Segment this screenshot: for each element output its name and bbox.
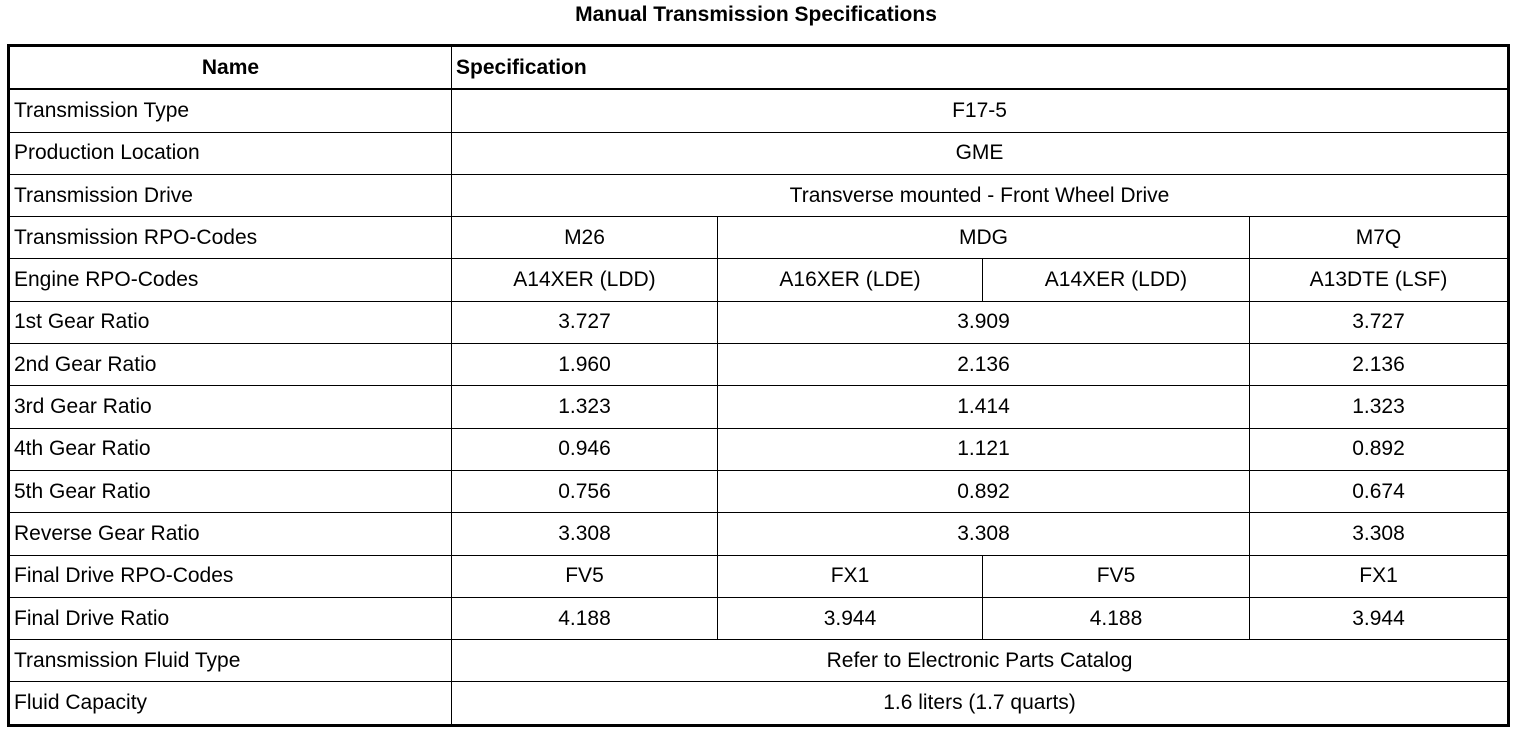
cell-value: 1.323 <box>452 386 718 428</box>
cell-value: MDG <box>718 217 1250 259</box>
cell-value: 1.121 <box>718 428 1250 470</box>
cell-value: 0.892 <box>718 470 1250 512</box>
table-row <box>9 174 1509 216</box>
row-label: Transmission Type <box>9 89 452 132</box>
row-label: Fluid Capacity <box>9 682 452 725</box>
cell-value: 1.323 <box>1250 386 1509 428</box>
row-label: Transmission RPO-Codes <box>9 217 452 259</box>
row-label: Production Location <box>9 132 452 174</box>
row-label: Engine RPO-Codes <box>9 259 452 301</box>
row-value: F17-5 <box>452 89 1509 132</box>
row-label: 2nd Gear Ratio <box>9 344 452 386</box>
table-row <box>9 682 1509 725</box>
cell-value: M26 <box>452 217 718 259</box>
table-row <box>9 344 1509 386</box>
table-row <box>9 555 1509 597</box>
cell-value: 3.308 <box>1250 513 1509 555</box>
cell-value: 3.308 <box>452 513 718 555</box>
row-value: GME <box>452 132 1509 174</box>
row-label: Transmission Fluid Type <box>9 640 452 682</box>
table-row <box>9 259 1509 301</box>
cell-value: 0.756 <box>452 470 718 512</box>
table-header-row <box>9 46 1509 90</box>
cell-value: A13DTE (LSF) <box>1250 259 1509 301</box>
cell-value: 3.727 <box>452 301 718 343</box>
page-title: Manual Transmission Specifications <box>575 3 937 26</box>
row-label: Reverse Gear Ratio <box>9 513 452 555</box>
table-row <box>9 640 1509 682</box>
cell-value: 3.308 <box>718 513 1250 555</box>
row-label: Transmission Drive <box>9 174 452 216</box>
cell-value: A14XER (LDD) <box>452 259 718 301</box>
cell-value: 1.414 <box>718 386 1250 428</box>
cell-value: A14XER (LDD) <box>983 259 1250 301</box>
cell-value: FV5 <box>452 555 718 597</box>
row-label: 3rd Gear Ratio <box>9 386 452 428</box>
table-row <box>9 301 1509 343</box>
cell-value: 2.136 <box>1250 344 1509 386</box>
table-row <box>9 217 1509 259</box>
row-value: Refer to Electronic Parts Catalog <box>452 640 1509 682</box>
row-value: 1.6 liters (1.7 quarts) <box>452 682 1509 725</box>
cell-value: 3.727 <box>1250 301 1509 343</box>
column-header-specification: Specification <box>452 46 1509 90</box>
cell-value: FX1 <box>1250 555 1509 597</box>
row-label: 1st Gear Ratio <box>9 301 452 343</box>
cell-value: 3.944 <box>718 597 983 639</box>
cell-value: 0.946 <box>452 428 718 470</box>
cell-value: 0.674 <box>1250 470 1509 512</box>
cell-value: 3.909 <box>718 301 1250 343</box>
row-label: 4th Gear Ratio <box>9 428 452 470</box>
table-row <box>9 470 1509 512</box>
row-label: Final Drive Ratio <box>9 597 452 639</box>
cell-value: 1.960 <box>452 344 718 386</box>
cell-value: A16XER (LDE) <box>718 259 983 301</box>
table-row <box>9 597 1509 639</box>
table-row <box>9 132 1509 174</box>
table-row <box>9 89 1509 132</box>
table-row <box>9 428 1509 470</box>
row-label: Final Drive RPO-Codes <box>9 555 452 597</box>
table-row <box>9 386 1509 428</box>
table-row <box>9 513 1509 555</box>
cell-value: 3.944 <box>1250 597 1509 639</box>
column-header-name: Name <box>9 46 452 90</box>
row-value: Transverse mounted - Front Wheel Drive <box>452 174 1509 216</box>
cell-value: 0.892 <box>1250 428 1509 470</box>
cell-value: 2.136 <box>718 344 1250 386</box>
cell-value: 4.188 <box>983 597 1250 639</box>
cell-value: M7Q <box>1250 217 1509 259</box>
row-label: 5th Gear Ratio <box>9 470 452 512</box>
cell-value: FV5 <box>983 555 1250 597</box>
cell-value: 4.188 <box>452 597 718 639</box>
cell-value: FX1 <box>718 555 983 597</box>
spec-table <box>7 44 1510 727</box>
